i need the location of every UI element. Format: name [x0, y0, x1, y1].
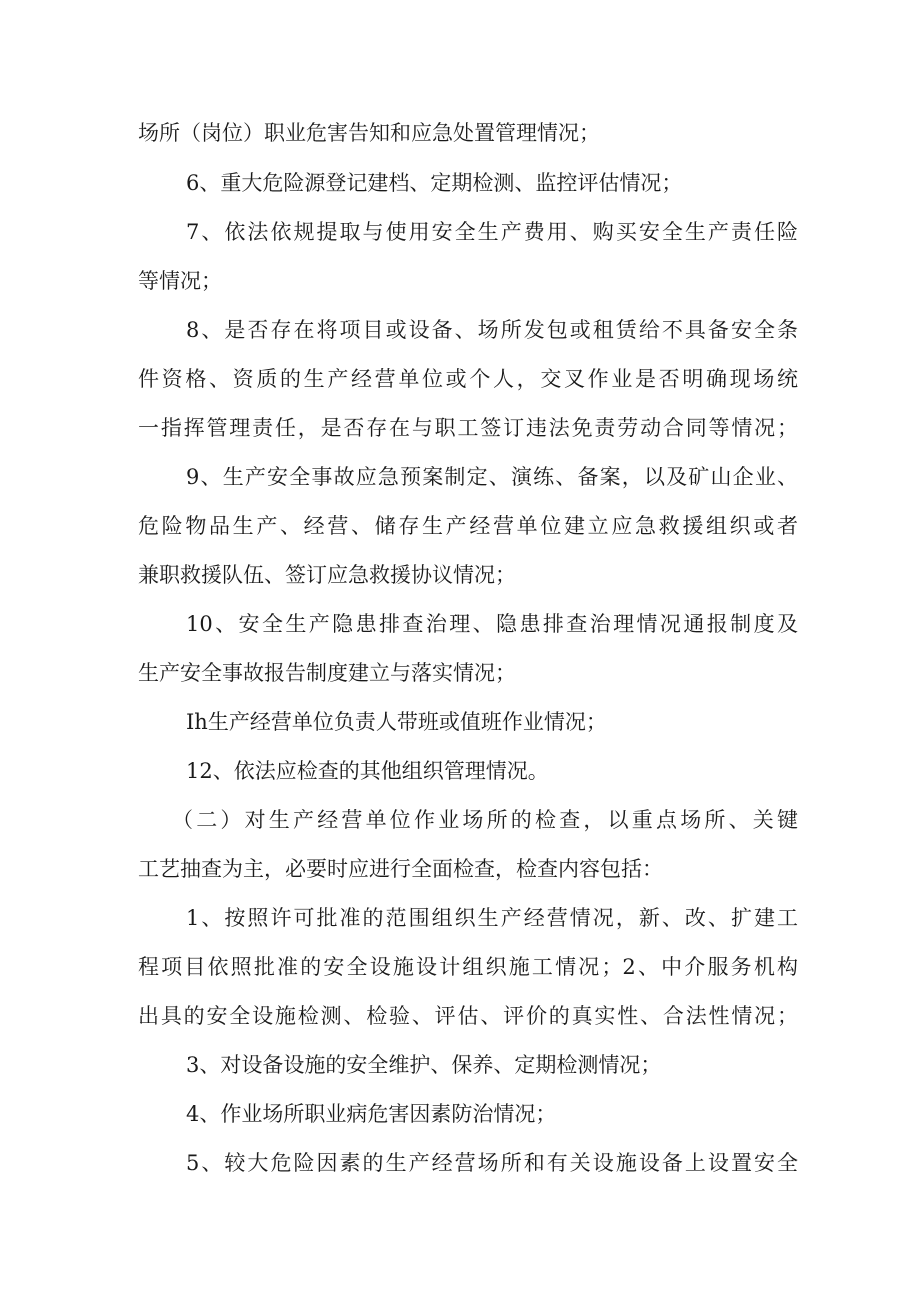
text-line: 6、重大危险源登记建档、定期检测、监控评估情况； [186, 171, 683, 195]
text-line: 1、按照许可批准的范围组织生产经营情况，新、改、扩建工 [186, 906, 798, 930]
text-line: 4、作业场所职业病危害因素防治情况； [186, 1102, 557, 1126]
text-line: 生产安全事故报告制度建立与落实情况； [138, 661, 516, 685]
text-line: 出具的安全设施检测、检验、评估、评价的真实性、合法性情况； [138, 1004, 798, 1028]
text-line: 一指挥管理责任，是否存在与职工签订违法免责劳动合同等情况； [138, 416, 798, 440]
text-line: 危险物品生产、经营、储存生产经营单位建立应急救援组织或者 [138, 514, 798, 538]
text-line: 件资格、资质的生产经营单位或个人，交叉作业是否明确现场统 [138, 367, 798, 391]
text-line: 9、生产安全事故应急预案制定、演练、备案，以及矿山企业、 [186, 465, 798, 489]
text-line: 7、依法依规提取与使用安全生产费用、购买安全生产责任险 [186, 220, 798, 244]
text-line: 5、较大危险因素的生产经营场所和有关设施设备上设置安全 [186, 1151, 798, 1175]
text-line: 兼职救援队伍、签订应急救援协议情况； [138, 563, 516, 587]
text-line: 场所（岗位）职业危害告知和应急处置管理情况； [138, 121, 600, 145]
text-line: 10、安全生产隐患排查治理、隐患排查治理情况通报制度及 [186, 612, 798, 636]
text-line: 3、对设备设施的安全维护、保养、定期检测情况； [186, 1053, 662, 1077]
text-line: 等情况； [138, 269, 222, 293]
text-line: 程项目依照批准的安全设施设计组织施工情况；2、中介服务机构 [138, 955, 798, 979]
text-line: （二）对生产经营单位作业场所的检查，以重点场所、关键 [172, 808, 798, 832]
text-line: 12、依法应检查的其他组织管理情况。 [186, 759, 549, 783]
text-line: 8、是否存在将项目或设备、场所发包或租赁给不具备安全条 [186, 318, 798, 342]
text-line: Ih生产经营单位负责人带班或值班作业情况； [186, 710, 607, 734]
text-line: 工艺抽查为主，必要时应进行全面检查，检查内容包括： [138, 857, 663, 881]
